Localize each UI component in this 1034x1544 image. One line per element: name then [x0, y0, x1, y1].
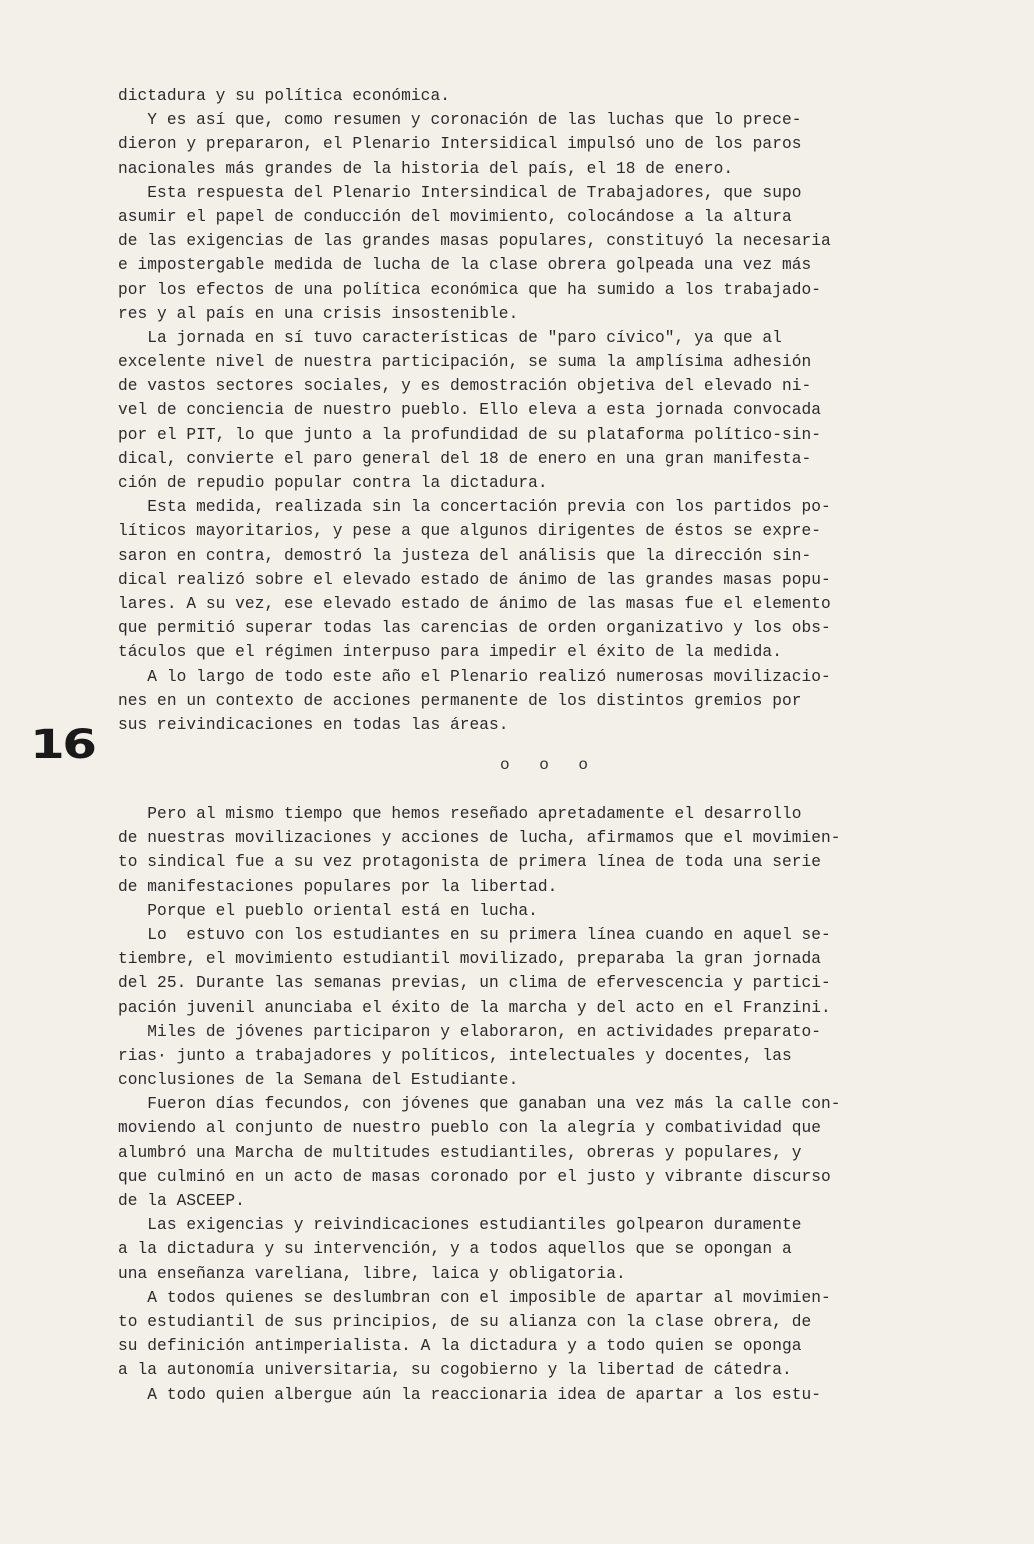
text-line: Esta respuesta del Plenario Intersindical de Trabajadores, que supo — [118, 183, 802, 202]
text-line: dical, convierte el paro general del 18 de enero en una gran manifesta- — [118, 449, 812, 468]
text-line: moviendo al conjunto de nuestro pueblo con la alegría y combatividad que — [118, 1119, 822, 1138]
section-separator: o o o — [500, 756, 599, 774]
text-line: ción de repudio popular contra la dictadura. — [118, 474, 548, 492]
text-line: por los efectos de una política económica que ha sumido a los trabajado- — [118, 280, 822, 299]
text-line: pación juvenil anunciaba el éxito de la marcha y del acto en el Franzini. — [118, 998, 831, 1017]
text-line: Y es así que, como resumen y coronación de las luchas que lo prece- — [118, 111, 802, 130]
text-line: de nuestras movilizaciones y acciones de lucha, afirmamos que el movimien- — [118, 829, 841, 848]
text-line: tiembre, el movimiento estudiantil movilizado, preparaba la gran jornada — [118, 950, 822, 969]
text-line: una enseñanza vareliana, libre, laica y obligatoria. — [118, 1264, 626, 1283]
text-line: de vastos sectores sociales, y es demostración objetiva del elevado ni- — [118, 377, 812, 396]
text-line: Esta medida, realizada sin la concertación previa con los partidos po- — [118, 498, 831, 517]
text-line: conclusiones de la Semana del Estudiante. — [118, 1071, 519, 1090]
text-line: táculos que el régimen interpuso para impedir el éxito de la medida. — [118, 643, 782, 662]
text-line: A todos quienes se deslumbran con el imposible de apartar al movimien- — [118, 1288, 831, 1307]
text-line: a la autonomía universitaria, su cogobierno y la libertad de cátedra. — [118, 1361, 792, 1380]
text-line: La jornada en sí tuvo características de "paro cívico", ya que al — [118, 328, 782, 347]
text-line: to estudiantil de sus principios, de su alianza con la clase obrera, de — [118, 1312, 812, 1331]
text-line: su definición antimperialista. A la dictadura y a todo quien se oponga — [118, 1337, 802, 1356]
text-line: dictadura y su política económica. — [118, 87, 450, 105]
text-line: Miles de jóvenes participaron y elaboraron, en actividades preparato- — [118, 1022, 822, 1041]
text-line: to sindical fue a su vez protagonista de primera línea de toda una serie — [118, 853, 822, 872]
text-line: de la ASCEEP. — [118, 1192, 245, 1210]
text-line: a la dictadura y su intervención, y a todos aquellos que se opongan a — [118, 1240, 792, 1259]
text-line: de las exigencias de las grandes masas populares, constituyó la necesaria — [118, 232, 831, 251]
text-line: nes en un contexto de acciones permanente de los distintos gremios por — [118, 691, 802, 710]
text-line: por el PIT, lo que junto a la profundidad de su plataforma político-sin- — [118, 425, 822, 444]
text-line: lares. A su vez, ese elevado estado de ánimo de las masas fue el elemento — [118, 594, 831, 613]
text-line: sus reivindicaciones en todas las áreas. — [118, 715, 509, 734]
text-section-1 — [118, 84, 1006, 737]
text-line: del 25. Durante las semanas previas, un clima de efervescencia y partici- — [118, 974, 831, 993]
text-line: excelente nivel de nuestra participación, se suma la amplísima adhesión — [118, 353, 812, 372]
text-line: nacionales más grandes de la historia del país, el 18 de enero. — [118, 159, 734, 178]
text-section-2 — [118, 802, 1006, 1407]
text-line: asumir el papel de conducción del movimiento, colocándose a la altura — [118, 207, 792, 226]
text-line: Fueron días fecundos, con jóvenes que ganaban una vez más la calle con- — [118, 1095, 841, 1114]
text-line: líticos mayoritarios, y pese a que algunos dirigentes de éstos se expre- — [118, 522, 822, 541]
text-line: saron en contra, demostró la justeza del análisis que la dirección sin- — [118, 546, 812, 565]
text-line: Lo estuvo con los estudiantes en su primera línea cuando en aquel se- — [118, 925, 831, 944]
page-number: 16 — [30, 722, 95, 768]
text-line: alumbró una Marcha de multitudes estudiantiles, obreras y populares, y — [118, 1143, 802, 1162]
text-line: res y al país en una crisis insostenible. — [118, 304, 519, 323]
text-line: rias· junto a trabajadores y políticos, intelectuales y docentes, las — [118, 1046, 792, 1065]
text-line: Pero al mismo tiempo que hemos reseñado apretadamente el desarrollo — [118, 805, 802, 823]
text-line: Las exigencias y reivindicaciones estudiantiles golpearon duramente — [118, 1216, 802, 1235]
text-line: dieron y prepararon, el Plenario Intersidical impulsó uno de los paros — [118, 135, 802, 154]
text-line: e impostergable medida de lucha de la clase obrera golpeada una vez más — [118, 256, 812, 275]
text-line: que permitió superar todas las carencias de orden organizativo y los obs- — [118, 619, 831, 638]
text-line: de manifestaciones populares por la libertad. — [118, 877, 558, 896]
text-line: que culminó en un acto de masas coronado por el justo y vibrante discurso — [118, 1167, 831, 1186]
text-line: Porque el pueblo oriental está en lucha. — [118, 901, 538, 920]
text-line: A todo quien albergue aún la reaccionaria idea de apartar a los estu- — [118, 1385, 822, 1404]
text-line: vel de conciencia de nuestro pueblo. Ello eleva a esta jornada convocada — [118, 401, 822, 420]
text-line: dical realizó sobre el elevado estado de ánimo de las grandes masas popu- — [118, 570, 831, 589]
text-line: A lo largo de todo este año el Plenario realizó numerosas movilizacio- — [118, 667, 831, 686]
